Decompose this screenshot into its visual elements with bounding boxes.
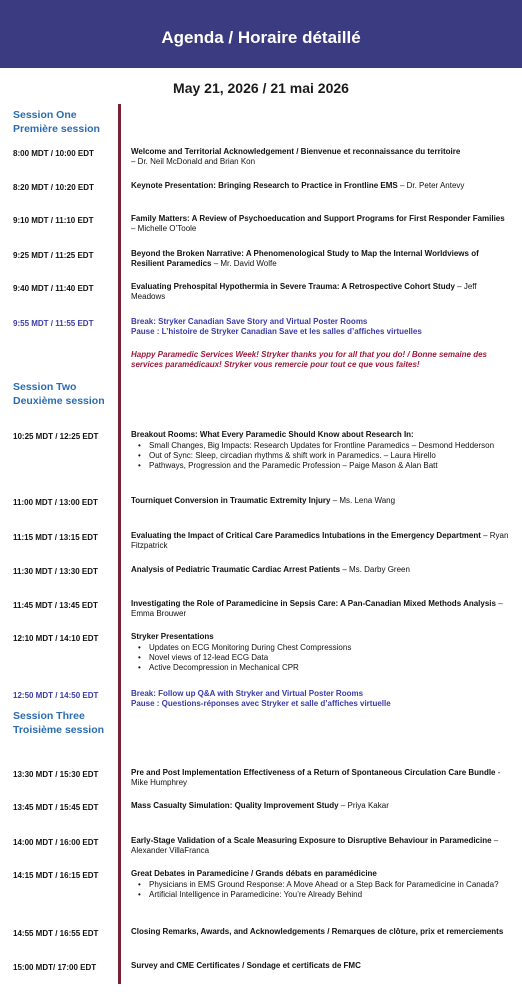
list-item: • Small Changes, Big Impacts: Research Updates for Frontline Paramedics – Desmond Hedderson (131, 441, 511, 451)
session-one-en: Session One (13, 109, 77, 121)
agenda-time: 9:40 MDT / 11:40 EDT (13, 284, 94, 293)
agenda-item (131, 181, 511, 191)
agenda-time: 15:00 MDT/ 17:00 EDT (13, 963, 97, 972)
agenda-item (131, 869, 511, 900)
item-title: Welcome and Territorial Acknowledgement / Bienvenue et reconnaissance du territoire (131, 147, 461, 156)
item-title: Great Debates in Paramedicine / Grands débats en paramédicine (131, 869, 377, 878)
item-title: Survey and CME Certificates / Sondage et certificats de FMC (131, 961, 361, 970)
session-one-label (13, 108, 100, 136)
break-item (131, 317, 511, 337)
agenda-item (131, 214, 511, 234)
list-item: • Pathways, Progression and the Paramedic Profession – Paige Mason & Alan Batt (131, 461, 511, 471)
item-presenter: - Mike Humphrey (131, 768, 501, 787)
break-title-en: Break: Stryker Canadian Save Story and Virtual Poster Rooms (131, 317, 368, 326)
agenda-item (131, 565, 511, 575)
item-title: Tourniquet Conversion in Traumatic Extremity Injury (131, 496, 331, 505)
agenda-item (131, 282, 511, 302)
break-title-en: Break: Follow up Q&A with Stryker and Virtual Poster Rooms (131, 689, 364, 698)
agenda-item (131, 430, 511, 471)
event-date: May 21, 2026 / 21 mai 2026 (173, 80, 349, 96)
agenda-item (131, 801, 511, 811)
item-presenter: – Priya Kakar (338, 801, 389, 810)
sponsor-message: Happy Paramedic Services Week! Stryker thanks you for all that you do! / Bonne semaine des services paramédicaux! Stryker vous remercie pour tout ce que vous faites! (131, 350, 487, 369)
agenda-item (131, 961, 511, 971)
list-item: • Novel views of 12-lead ECG Data (131, 653, 511, 663)
item-presenter: – Ryan Fitzpatrick (131, 531, 509, 550)
agenda-time: 10:25 MDT / 12:25 EDT (13, 432, 99, 441)
agenda-time: 9:10 MDT / 11:10 EDT (13, 216, 94, 225)
item-title: Early-Stage Validation of a Scale Measuring Exposure to Disruptive Behaviour in Paramedicine (131, 836, 492, 845)
item-title: Keynote Presentation: Bringing Research to Practice in Frontline EMS (131, 181, 398, 190)
debate-list (131, 880, 511, 900)
item-presenter: – Jeff Meadows (131, 282, 477, 301)
agenda-item (131, 927, 511, 937)
item-presenter: – Ms. Darby Green (340, 565, 410, 574)
session-three-label (13, 709, 104, 737)
agenda-header (0, 0, 522, 68)
agenda-item (131, 768, 511, 788)
item-presenter: – Mr. David Wolfe (211, 259, 277, 268)
agenda-item (131, 496, 511, 506)
agenda-item (131, 836, 511, 856)
item-title: Evaluating Prehospital Hypothermia in Severe Trauma: A Retrospective Cohort Study (131, 282, 455, 291)
agenda-item (131, 147, 511, 167)
agenda-item (131, 599, 511, 619)
agenda-time: 14:00 MDT / 16:00 EDT (13, 838, 99, 847)
item-title: Evaluating the Impact of Critical Care Paramedics Intubations in the Emergency Department (131, 531, 481, 540)
agenda-time: 14:15 MDT / 16:15 EDT (13, 871, 99, 880)
page-title: Agenda / Horaire détaillé (161, 28, 361, 47)
item-title: Investigating the Role of Paramedicine in Sepsis Care: A Pan-Canadian Mixed Methods Analysis (131, 599, 496, 608)
break-title-fr: Pause : L’histoire de Stryker Canadian Save et les salles d’affiches virtuelles (131, 327, 422, 336)
agenda-time: 14:55 MDT / 16:55 EDT (13, 929, 99, 938)
presentation-list (131, 643, 511, 673)
item-presenter: – Emma Brouwer (131, 599, 503, 618)
list-item: • Physicians in EMS Ground Response: A Move Ahead or a Step Back for Paramedicine in Canada? (131, 880, 511, 890)
agenda-time: 11:15 MDT / 13:15 EDT (13, 533, 98, 542)
item-title: Closing Remarks, Awards, and Acknowledgements / Remarques de clôture, prix et remerciements (131, 927, 504, 936)
list-item: • Out of Sync: Sleep, circadian rhythms & shift work in Paramedics. – Laura Hirello (131, 451, 511, 461)
agenda-time: 12:50 MDT / 14:50 EDT (13, 691, 99, 700)
agenda-item (131, 249, 511, 269)
item-presenter: – Dr. Neil McDonald and Brian Kon (131, 157, 256, 166)
item-title: Beyond the Broken Narrative: A Phenomenological Study to Map the Internal Worldviews of Resilient Paramedics (131, 249, 479, 268)
item-presenter: – Alexander VillaFranca (131, 836, 499, 855)
session-two-label (13, 380, 105, 408)
breakout-list (131, 441, 511, 471)
agenda-item (131, 632, 511, 673)
break-title-fr: Pause : Questions-réponses avec Stryker et salle d’affiches virtuelle (131, 699, 391, 708)
session-two-fr: Deuxième session (13, 395, 105, 407)
agenda-time: 9:55 MDT / 11:55 EDT (13, 319, 94, 328)
item-presenter: – Dr. Peter Antevy (397, 181, 465, 190)
list-item: • Active Decompression in Mechanical CPR (131, 663, 511, 673)
item-title: Stryker Presentations (131, 632, 214, 641)
agenda-time: 11:45 MDT / 13:45 EDT (13, 601, 98, 610)
list-item: • Updates on ECG Monitoring During Chest Compressions (131, 643, 511, 653)
session-three-fr: Troisième session (13, 724, 105, 736)
session-two-en: Session Two (13, 381, 77, 393)
agenda-time: 11:30 MDT / 13:30 EDT (13, 567, 98, 576)
agenda-time: 11:00 MDT / 13:00 EDT (13, 498, 98, 507)
agenda-time: 9:25 MDT / 11:25 EDT (13, 251, 94, 260)
agenda-time: 8:00 MDT / 10:00 EDT (13, 149, 94, 158)
item-title: Analysis of Pediatric Traumatic Cardiac Arrest Patients (131, 565, 341, 574)
agenda-time: 8:20 MDT / 10:20 EDT (13, 183, 94, 192)
item-title: Breakout Rooms: What Every Paramedic Should Know about Research In: (131, 430, 414, 439)
break-item (131, 689, 511, 709)
item-title: Mass Casualty Simulation: Quality Improvement Study (131, 801, 339, 810)
item-presenter: – Michelle O’Toole (131, 224, 197, 233)
item-title: Family Matters: A Review of Psychoeducation and Support Programs for First Responder Families (131, 214, 505, 223)
session-three-en: Session Three (13, 710, 85, 722)
agenda-time: 13:30 MDT / 15:30 EDT (13, 770, 99, 779)
agenda-time: 12:10 MDT / 14:10 EDT (13, 634, 99, 643)
agenda-item (131, 531, 511, 551)
item-presenter: – Ms. Lena Wang (330, 496, 396, 505)
session-one-fr: Première session (13, 123, 100, 135)
agenda-time: 13:45 MDT / 15:45 EDT (13, 803, 99, 812)
item-title: Pre and Post Implementation Effectiveness of a Return of Spontaneous Circulation Care Bundle (131, 768, 496, 777)
list-item: • Artificial Intelligence in Paramedicine: You’re Already Behind (131, 890, 511, 900)
timeline-divider (118, 104, 121, 984)
